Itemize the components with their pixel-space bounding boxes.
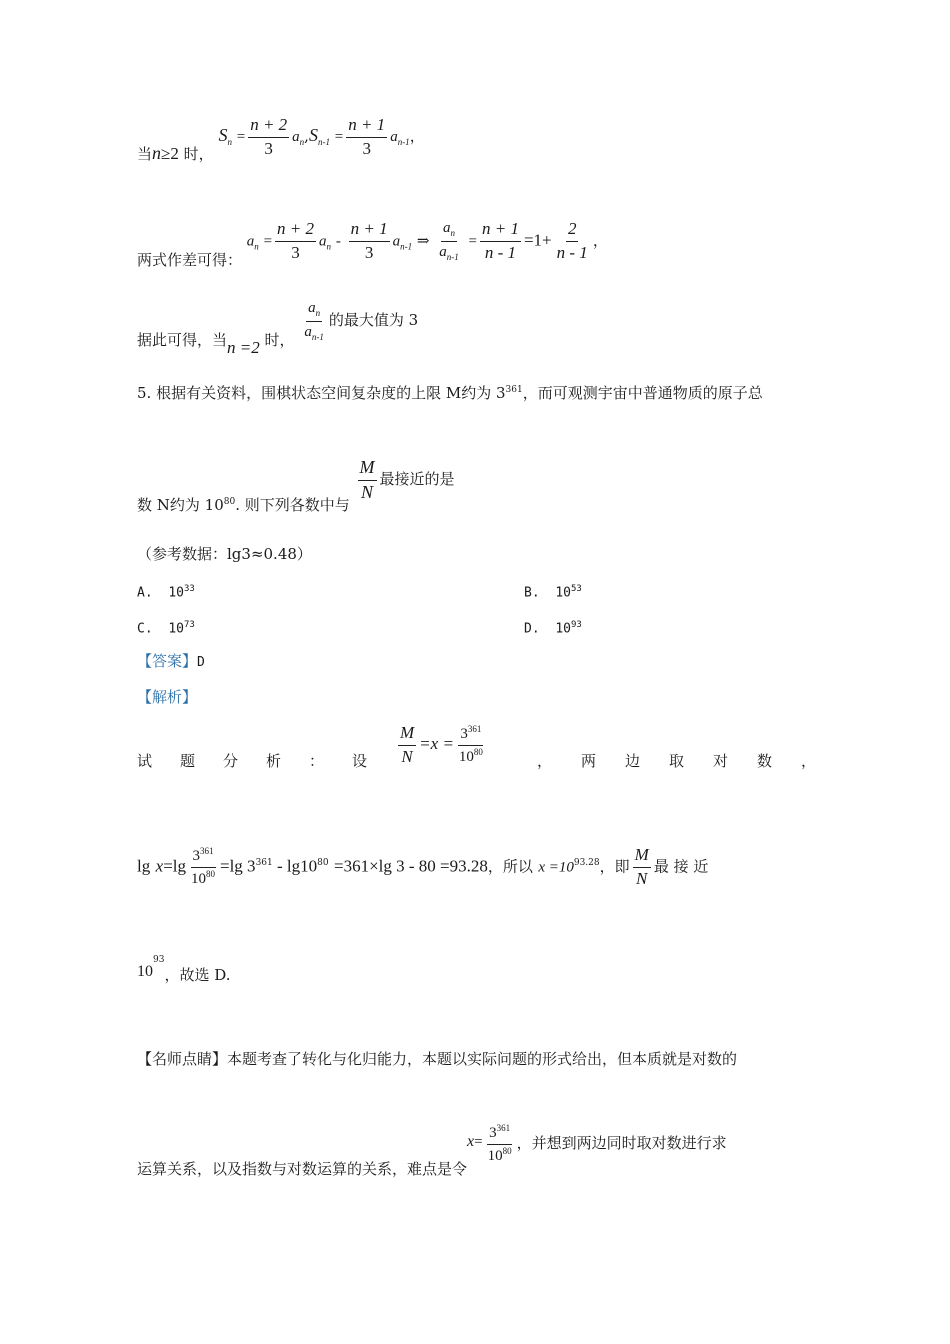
frac-num: M bbox=[358, 458, 377, 481]
math-minus-lg: - lg10 bbox=[272, 856, 318, 876]
math-eq-lg: =lg bbox=[163, 856, 186, 876]
m-over-n-fraction bbox=[633, 846, 651, 888]
text-so: ，所以 bbox=[487, 857, 533, 876]
sol-char: 两 bbox=[581, 752, 597, 770]
analysis-tag: 【解析】 bbox=[137, 688, 198, 706]
q5-b-wrap bbox=[137, 496, 350, 514]
q5-text-a: 5. 根据有关资料，围棋状态空间复杂度的上限 M约为 3 bbox=[137, 384, 506, 402]
option-label: A. bbox=[137, 585, 153, 601]
note-text-2b: ，并想到两边同时取对数进行求 bbox=[516, 1134, 727, 1152]
text-close: 最 接 近 bbox=[653, 857, 709, 876]
frac-den: N bbox=[361, 481, 374, 502]
option-base: 10 bbox=[168, 585, 184, 601]
math-sub: n bbox=[254, 241, 259, 252]
math-sub: n bbox=[299, 137, 305, 148]
option-exp: 93 bbox=[570, 620, 582, 630]
ratio-fraction bbox=[302, 300, 326, 343]
math-a: a bbox=[246, 233, 255, 250]
text-hence: 据此可得，当 bbox=[137, 331, 228, 350]
sol-char: 分 bbox=[223, 752, 239, 770]
math-sub: n bbox=[315, 308, 321, 318]
math-eq: = bbox=[236, 129, 246, 146]
fraction bbox=[480, 220, 521, 262]
math-eq: = bbox=[263, 233, 273, 250]
math-sub: n-1 bbox=[446, 251, 459, 262]
frac-num: M bbox=[398, 724, 416, 746]
math-value: =361×lg 3 - 80 =93.28 bbox=[334, 856, 488, 876]
sol-char: 数 bbox=[757, 752, 773, 770]
option-exp: 53 bbox=[570, 584, 582, 594]
question-5-line-b bbox=[137, 457, 455, 515]
math-x-pow: x =10 bbox=[538, 859, 574, 876]
frac-den: n - 1 bbox=[484, 242, 517, 262]
frac-num: n + 2 bbox=[248, 116, 289, 138]
sol-char: 题 bbox=[180, 752, 196, 770]
math-a: a bbox=[442, 220, 451, 236]
math-sub: n bbox=[227, 137, 232, 148]
math-n-eq-2: n =2 bbox=[227, 338, 260, 358]
option-d bbox=[524, 620, 582, 636]
base: 3 bbox=[460, 726, 468, 743]
exp: 93.28 bbox=[573, 858, 600, 869]
fraction bbox=[555, 220, 590, 262]
math-implies: ⇒ bbox=[416, 233, 430, 250]
base: 3 bbox=[489, 1125, 497, 1141]
sol-char: ， bbox=[801, 752, 817, 770]
option-label: C. bbox=[137, 621, 153, 637]
power-fraction bbox=[486, 1124, 514, 1164]
base: 10 bbox=[137, 963, 153, 980]
base: 3 bbox=[192, 848, 200, 865]
q5-text-b-rest: . 则下列各数中与 bbox=[235, 496, 350, 515]
m-over-n-fraction bbox=[398, 724, 416, 766]
base: 10 bbox=[487, 1147, 503, 1164]
note-tag: 【名师点睛】 bbox=[137, 1050, 228, 1068]
option-base: 10 bbox=[555, 621, 571, 637]
math-sub: n-1 bbox=[400, 241, 413, 252]
math-one-plus: =1+ bbox=[523, 230, 552, 250]
exp: 80 bbox=[206, 868, 215, 879]
teacher-note-line-2 bbox=[137, 1123, 727, 1178]
option-c bbox=[137, 620, 195, 636]
q5-text-a-rest: ，而可观测宇宙中普通物质的原子总 bbox=[522, 384, 763, 402]
frac-den: 3 bbox=[364, 242, 374, 262]
frac-num: M bbox=[633, 846, 651, 868]
option-a bbox=[137, 584, 195, 600]
math-a: a bbox=[292, 129, 300, 146]
math-comma: , bbox=[304, 127, 309, 146]
math-eq2: = bbox=[334, 129, 344, 146]
frac-den: n - 1 bbox=[556, 242, 588, 262]
maximum-line bbox=[137, 300, 419, 358]
ratio-fraction bbox=[437, 220, 461, 263]
math-a: a bbox=[439, 243, 447, 260]
q5-exp-b: 80 bbox=[223, 497, 236, 508]
fraction bbox=[275, 220, 316, 262]
fraction bbox=[248, 116, 289, 158]
q5-text-b: 数 N约为 10 bbox=[137, 496, 224, 515]
sol-char: 设 bbox=[352, 752, 368, 770]
formula-sn bbox=[218, 116, 424, 158]
solution-line-3 bbox=[137, 955, 231, 984]
frac-den: 3 bbox=[362, 138, 371, 158]
math-S2: S bbox=[308, 125, 318, 146]
q5-exp-a: 361 bbox=[505, 385, 523, 395]
text-diff: 两式作差可得： bbox=[137, 251, 243, 270]
sol-char: 试 bbox=[137, 752, 153, 770]
exp: 361 bbox=[200, 846, 214, 857]
text-conclusion: ，故选 D. bbox=[164, 966, 231, 984]
power-fraction bbox=[457, 725, 485, 765]
text-max: 的最大值为 3 bbox=[328, 311, 419, 330]
math-sub: n bbox=[326, 241, 332, 252]
exp: 80 bbox=[473, 746, 483, 757]
power-fraction bbox=[189, 847, 217, 887]
m-over-n-fraction bbox=[358, 458, 377, 503]
frac-den: 3 bbox=[291, 242, 300, 262]
answer-line bbox=[137, 654, 205, 669]
math-eq: = bbox=[468, 233, 477, 250]
exp: 361 bbox=[255, 858, 273, 869]
math-a: a bbox=[319, 233, 327, 250]
answer-value: D bbox=[197, 655, 205, 670]
math-eq: = bbox=[474, 1134, 483, 1150]
frac-den: 3 bbox=[264, 138, 273, 158]
math-lg: lg bbox=[137, 856, 151, 876]
text-tail: ， bbox=[592, 231, 608, 250]
option-label: B. bbox=[524, 585, 540, 601]
question-5-line-a bbox=[137, 386, 763, 401]
math-x: x bbox=[155, 856, 164, 876]
q5-text-b-tail: 最接近的是 bbox=[379, 470, 455, 489]
solution-line-2 bbox=[137, 846, 708, 888]
exp: 80 bbox=[317, 858, 329, 869]
math-ge2: ≥2 bbox=[161, 144, 179, 164]
math-sub2: n-1 bbox=[317, 137, 330, 148]
option-label: D. bbox=[524, 621, 540, 637]
math-sub3: n-1 bbox=[397, 137, 410, 148]
frac-num: n + 2 bbox=[275, 220, 316, 242]
math-x-eq: =x = bbox=[419, 734, 454, 754]
recurrence-line bbox=[137, 115, 425, 176]
text-shi: 时， bbox=[264, 331, 295, 350]
math-x: x bbox=[467, 1133, 475, 1150]
frac-den: N bbox=[636, 868, 648, 888]
note-text-1: 本题考查了转化与化归能力，本题以实际问题的形式给出，但本质就是对数的 bbox=[227, 1050, 738, 1068]
math-lg3: =lg 3 bbox=[220, 856, 256, 876]
analysis-line bbox=[137, 690, 197, 705]
sol-comma: ， bbox=[537, 752, 553, 770]
text-shi: 时， bbox=[183, 145, 214, 164]
frac-num: n + 1 bbox=[480, 220, 521, 242]
text-ji: ，即 bbox=[599, 857, 630, 876]
fraction2 bbox=[346, 116, 387, 158]
math-sub: n-1 bbox=[311, 331, 324, 342]
frac-num: n + 1 bbox=[346, 116, 387, 138]
frac-num: n + 1 bbox=[349, 220, 390, 242]
note-text-2a: 运算关系，以及指数与对数运算的关系，难点是令 bbox=[137, 1160, 468, 1178]
math-minus: - bbox=[335, 233, 341, 250]
math-tail: ， bbox=[409, 127, 425, 146]
reference-data: （参考数据：lg3≈0.48） bbox=[137, 545, 312, 563]
sol-char: ： bbox=[309, 752, 325, 770]
sol-char: 析 bbox=[266, 752, 282, 770]
math-n: n bbox=[152, 143, 162, 164]
sol-char: 取 bbox=[669, 752, 685, 770]
fraction bbox=[349, 220, 390, 262]
frac-num: 2 bbox=[566, 220, 579, 242]
exp: 80 bbox=[502, 1145, 512, 1156]
answer-tag: 【答案】 bbox=[137, 652, 198, 670]
x-definition bbox=[395, 724, 488, 766]
base: 10 bbox=[458, 748, 474, 765]
exp: 361 bbox=[467, 724, 482, 735]
sol-char: 边 bbox=[625, 752, 641, 770]
option-b bbox=[524, 584, 582, 600]
frac-den: N bbox=[401, 746, 413, 766]
difference-line bbox=[137, 219, 608, 270]
math-a: a bbox=[392, 233, 401, 250]
exp: 93 bbox=[153, 955, 165, 965]
math-a2: a bbox=[390, 129, 398, 146]
solution-line-1 bbox=[137, 724, 817, 784]
base: 10 bbox=[191, 870, 206, 887]
sol-char: 对 bbox=[713, 752, 729, 770]
option-exp: 33 bbox=[183, 584, 195, 594]
option-exp: 73 bbox=[183, 620, 195, 630]
exp: 361 bbox=[496, 1123, 511, 1133]
option-base: 10 bbox=[555, 585, 571, 601]
math-a: a bbox=[304, 323, 312, 340]
math-S: S bbox=[218, 125, 228, 146]
teacher-note-line-1 bbox=[137, 1052, 737, 1067]
text-when: 当 bbox=[137, 145, 153, 164]
option-base: 10 bbox=[168, 621, 184, 637]
math-sub: n bbox=[450, 228, 455, 238]
math-a: a bbox=[308, 300, 316, 316]
